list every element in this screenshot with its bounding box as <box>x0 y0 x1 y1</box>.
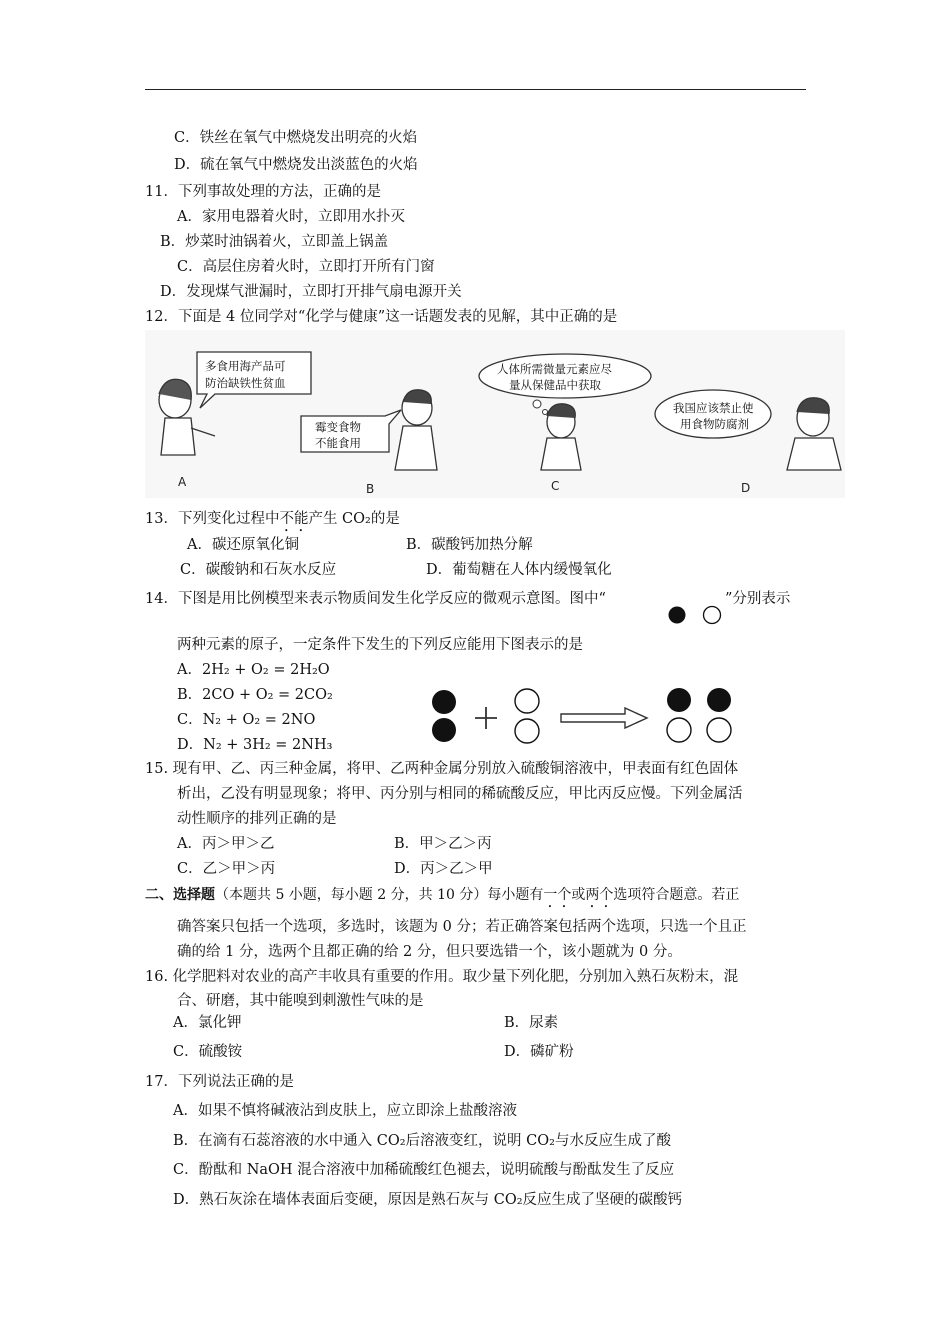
q14-option-b: B．2CO + O₂ = 2CO₂ <box>177 687 333 703</box>
section2-text2: 选项符合题意。若正 <box>613 887 740 903</box>
q14-stem-line1-end: ”分别表示 <box>725 591 791 607</box>
q13-option-d: D．葡萄糖在人体内缓慢氧化 <box>426 562 612 578</box>
q13-option-b: B．碳酸钙加热分解 <box>406 537 533 553</box>
q15-option-c: C．乙＞甲＞丙 <box>177 861 276 877</box>
q11-option-a: A．家用电器着火时，立即用水扑灭 <box>177 209 405 225</box>
figure-label-d: D <box>741 481 751 495</box>
figure-label-b: B <box>366 482 375 496</box>
q11-option-b: B．炒菜时油锅着火，立即盖上锅盖 <box>160 234 389 250</box>
product2-bottom-atom <box>707 718 731 742</box>
section2-line2: 确答案只包括一个选项，多选时，该题为 0 分；若正确答案包括两个选项，只选一个且正 <box>177 919 747 935</box>
reaction-arrow <box>561 708 647 728</box>
q16-option-d: D．磷矿粉 <box>504 1044 574 1060</box>
bubble-b-line2: 不能食用 <box>315 436 361 450</box>
section2-header <box>145 886 739 911</box>
q16-stem-line2: 合、研磨，其中能嗅到刺激性气味的是 <box>177 993 424 1009</box>
black-atom-icon <box>669 607 686 624</box>
q15-stem-line1: 15. 现有甲、乙、丙三种金属，将甲、乙两种金属分别放入硫酸铜溶液中，甲表面有红色固体 <box>145 761 739 777</box>
q12-figure <box>145 330 845 498</box>
bubble-d-line2: 用食物防腐剂 <box>680 417 749 431</box>
q13-stem-post: 产生 CO₂的是 <box>308 511 400 527</box>
q10-option-d: D．硫在氧气中燃烧发出淡蓝色的火焰 <box>174 157 418 173</box>
reactant1-bottom-atom <box>432 718 456 742</box>
q13-option-a: A．碳还原氧化铜 <box>187 537 299 553</box>
q15-option-d: D．丙＞乙＞甲 <box>394 861 493 877</box>
q11-stem: 11．下列事故处理的方法，正确的是 <box>145 184 381 200</box>
q16-option-a: A．氯化钾 <box>173 1015 242 1031</box>
plus-sign <box>475 707 497 729</box>
section2-line3: 确的给 1 分，选两个且都正确的给 2 分，但只要选错一个，该小题就为 0 分。 <box>177 944 682 960</box>
bubble-c-line1: 人体所需微量元素应尽 <box>497 362 612 376</box>
q14-option-d: D．N₂ + 3H₂ = 2NH₃ <box>177 737 333 753</box>
section2-title: 二、选择题 <box>145 887 215 903</box>
section2-or: 或 <box>571 887 586 903</box>
white-atom-icon <box>704 607 721 624</box>
q16-option-c: C．硫酸铵 <box>173 1044 243 1060</box>
header-rule <box>145 89 806 90</box>
q13-stem <box>145 510 400 535</box>
q14-stem-line2: 两种元素的原子，一定条件下发生的下列反应能用下图表示的是 <box>177 637 583 653</box>
section2-emph-one: 一个 <box>543 887 572 903</box>
product2-top-atom <box>707 688 731 712</box>
section2-emph-two: 两个 <box>585 887 614 903</box>
q15-stem-line3: 动性顺序的排列正确的是 <box>177 811 337 827</box>
reactant2-top-atom <box>515 689 539 713</box>
bubble-c-line2: 量从保健品中获取 <box>509 378 601 392</box>
reaction-diagram <box>425 686 765 750</box>
q11-option-c: C．高层住房着火时，立即打开所有门窗 <box>177 259 435 275</box>
figure-label-c: C <box>551 479 560 493</box>
product1-top-atom <box>667 688 691 712</box>
q17-option-a: A．如果不慎将碱液沾到皮肤上，应立即涂上盐酸溶液 <box>173 1103 517 1119</box>
q14-option-a: A．2H₂ + O₂ = 2H₂O <box>177 662 330 678</box>
q13-stem-pre: 13．下列变化过程中 <box>145 511 280 527</box>
q13-option-c: C．碳酸钠和石灰水反应 <box>180 562 337 578</box>
product1-bottom-atom <box>667 718 691 742</box>
q17-option-d: D．熟石灰涂在墙体表面后变硬，原因是熟石灰与 CO₂反应生成了坚硬的碳酸钙 <box>173 1192 683 1208</box>
q14-stem-line1: 14．下图是用比例模型来表示物质间发生化学反应的微观示意图。图中“ <box>145 591 606 607</box>
atom-legend <box>667 604 723 626</box>
q17-option-b: B．在滴有石蕊溶液的水中通入 CO₂后溶液变红，说明 CO₂与水反应生成了酸 <box>173 1133 671 1149</box>
bubble-d-line1: 我国应该禁止使 <box>673 401 754 415</box>
bubble-a-line1: 多食用海产品可 <box>205 359 286 373</box>
reactant1-top-atom <box>432 690 456 714</box>
q15-stem-line2: 析出，乙没有明显现象；将甲、丙分别与相同的稀硫酸反应，甲比丙反应慢。下列金属活 <box>177 786 743 802</box>
section2-text1: （本题共 5 小题，每小题 2 分，共 10 分）每小题有 <box>215 887 544 903</box>
reactant2-bottom-atom <box>515 719 539 743</box>
bubble-a-line2: 防治缺铁性贫血 <box>205 376 286 390</box>
q17-stem: 17．下列说法正确的是 <box>145 1074 294 1090</box>
q10-option-c: C．铁丝在氧气中燃烧发出明亮的火焰 <box>174 130 418 146</box>
q15-option-a: A．丙＞甲＞乙 <box>177 836 275 852</box>
q13-emphasis: 不能 <box>279 511 309 527</box>
q16-stem-line1: 16. 化学肥料对农业的高产丰收具有重要的作用。取少量下列化肥，分别加入熟石灰粉末，混 <box>145 969 739 985</box>
q11-option-d: D．发现煤气泄漏时，立即打开排气扇电源开关 <box>160 284 462 300</box>
q16-option-b: B．尿素 <box>504 1015 559 1031</box>
bubble-b-line1: 霉变食物 <box>315 420 361 434</box>
q14-option-c: C．N₂ + O₂ = 2NO <box>177 712 316 728</box>
q12-stem: 12．下面是 4 位同学对“化学与健康”这一话题发表的见解，其中正确的是 <box>145 309 618 325</box>
q15-option-b: B．甲＞乙＞丙 <box>394 836 492 852</box>
q17-option-c: C．酚酞和 NaOH 混合溶液中加稀硫酸红色褪去，说明硫酸与酚酞发生了反应 <box>173 1162 675 1178</box>
figure-label-a: A <box>178 475 187 489</box>
